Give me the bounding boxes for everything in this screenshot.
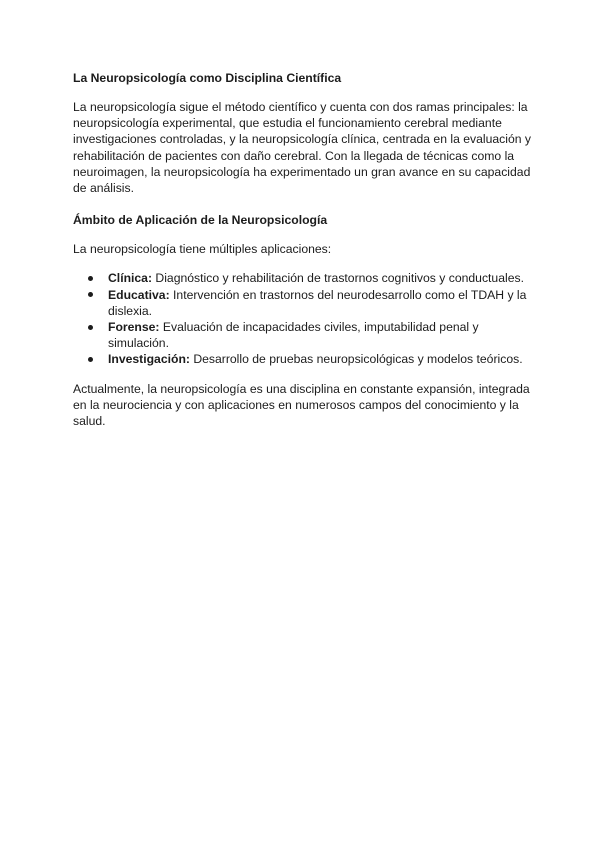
list-item-term: Clínica:: [108, 271, 153, 286]
list-item-clinica: [73, 270, 533, 286]
section-heading-disciplina: La Neuropsicología como Disciplina Científica: [73, 71, 342, 85]
list-item-term: Forense:: [108, 320, 160, 335]
list-item-text: Diagnóstico y rehabilitación de trastornos cognitivos y conductuales.: [152, 271, 524, 286]
applications-list: [73, 270, 533, 367]
document-page: [73, 70, 533, 429]
list-item-text: Desarrollo de pruebas neuropsicológicas y modelos teóricos.: [189, 352, 523, 367]
list-item-educativa: [73, 287, 533, 319]
bullet-dot-icon: [88, 292, 93, 297]
paragraph-conclusion: Actualmente, la neuropsicología es una disciplina en constante expansión, integrada en la neurociencia y con aplicaciones en numerosos campos del conocimiento y la salud.: [73, 381, 530, 429]
bullet-dot-icon: [88, 276, 93, 281]
list-item-investigacion: [73, 351, 533, 367]
bullet-dot-icon: [88, 325, 93, 330]
list-item-forense: [73, 319, 533, 351]
bullet-dot-icon: [88, 357, 93, 362]
paragraph-metodo-cientifico: La neuropsicología sigue el método científico y cuenta con dos ramas principales: la neuropsicología experimental, que estudia el funcionamiento cerebral mediante investigaciones controladas, y la neuropsicología clínica, centrada en la evaluación y rehabilitación de pacientes con daño cerebral. Con la llegada de técnicas como la neuroimagen, la neuropsicología ha experimentado un gran avance en su capacidad de análisis.: [73, 100, 531, 196]
section-heading-ambito: Ámbito de Aplicación de la Neuropsicología: [73, 213, 328, 228]
list-item-term: Educativa:: [108, 287, 170, 302]
paragraph-aplicaciones-intro: La neuropsicología tiene múltiples aplicaciones:: [73, 242, 332, 257]
list-item-text: Intervención en trastornos del neurodesarrollo como el TDAH y la dislexia.: [108, 287, 527, 318]
list-item-text: Evaluación de incapacidades civiles, imputabilidad penal y simulación.: [108, 320, 479, 351]
list-item-term: Investigación:: [108, 352, 190, 367]
